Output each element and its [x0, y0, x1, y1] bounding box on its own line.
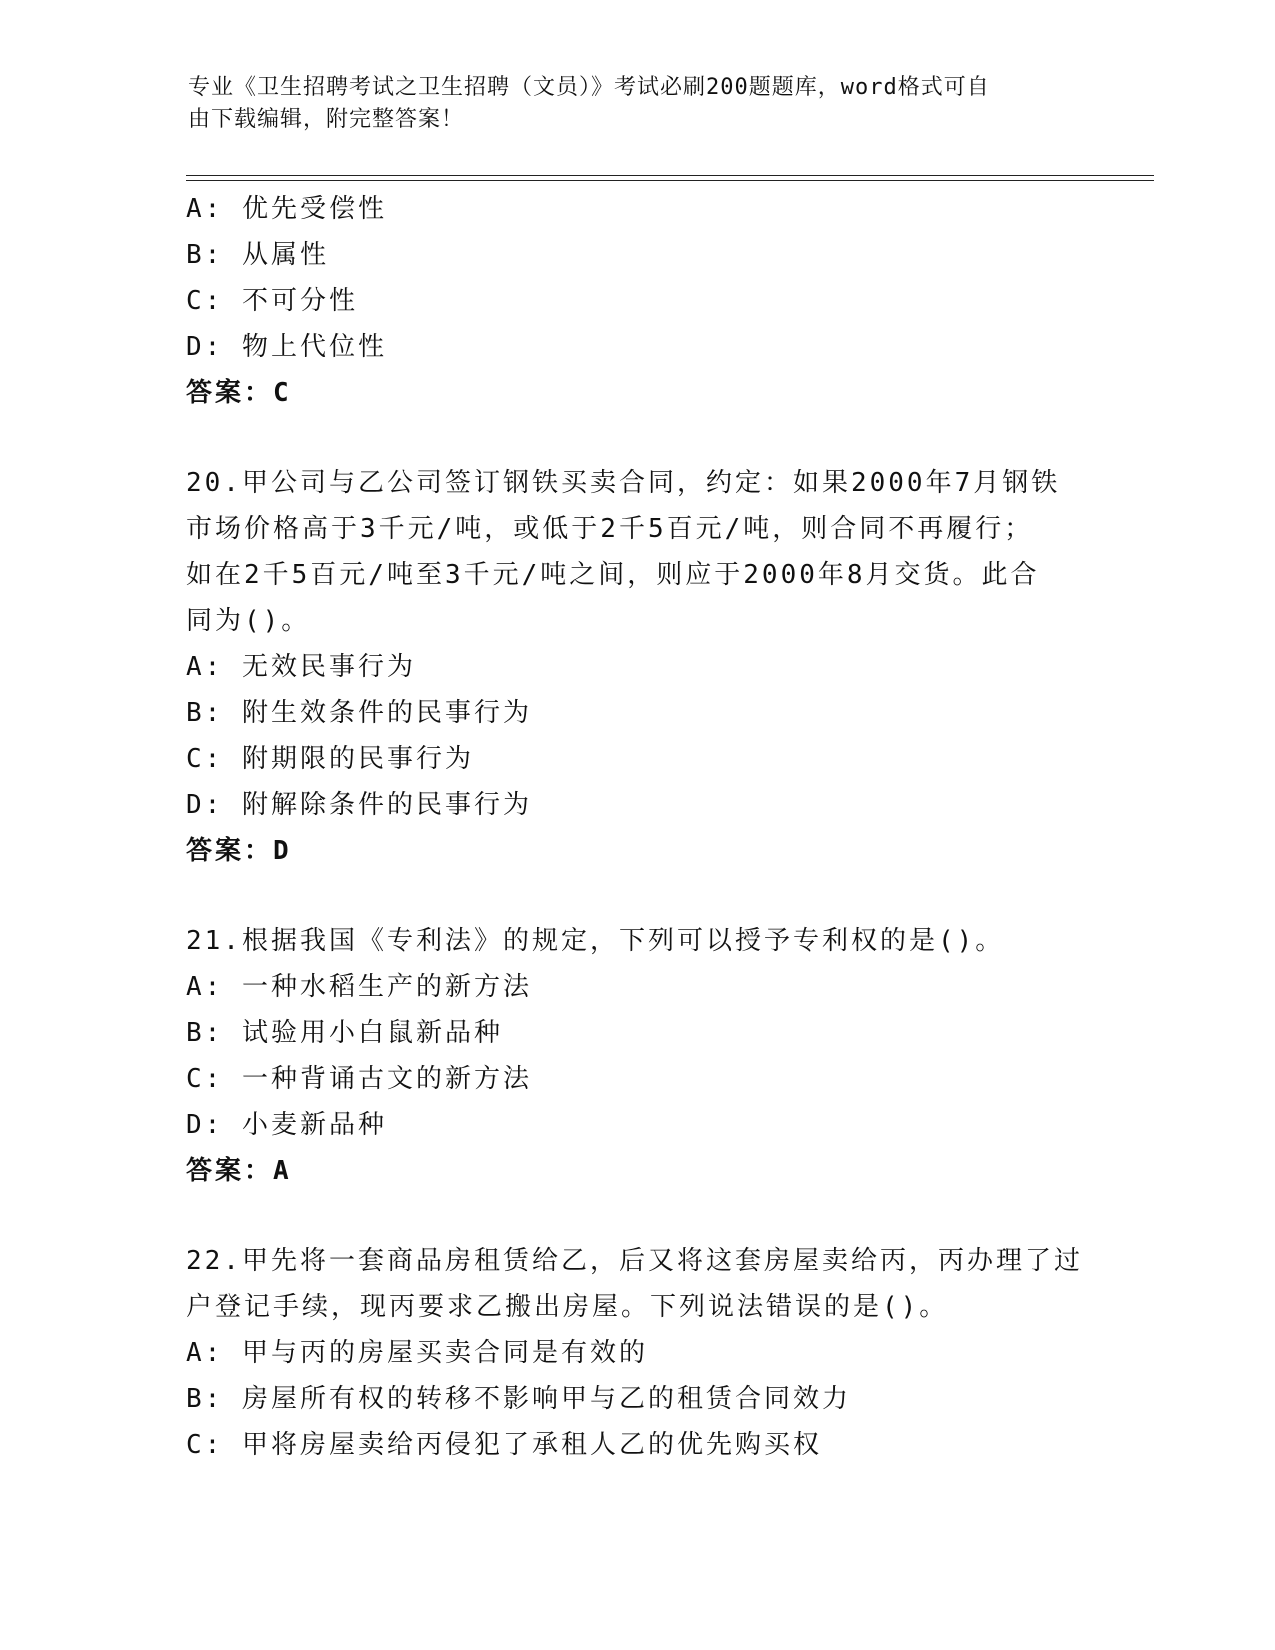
option-b: B: 房屋所有权的转移不影响甲与乙的租赁合同效力	[186, 1384, 851, 1414]
question-text-line: 如在2千5百元/吨至3千元/吨之间，则应于2000年8月交货。此合	[186, 560, 1040, 590]
header-divider-bottom	[186, 180, 1154, 181]
option-b: B: 试验用小白鼠新品种	[186, 1018, 503, 1048]
option-a: A: 甲与丙的房屋买卖合同是有效的	[186, 1338, 648, 1368]
spacer	[186, 874, 1086, 918]
question-text-line: 户登记手续，现丙要求乙搬出房屋。下列说法错误的是()。	[186, 1292, 949, 1322]
header-divider-top	[186, 175, 1154, 176]
question-text-line: 市场价格高于3千元/吨，或低于2千5百元/吨，则合同不再履行；	[186, 514, 1034, 544]
question-text-line: 同为()。	[186, 606, 311, 636]
question-text-line: 20.甲公司与乙公司签订钢铁买卖合同，约定：如果2000年7月钢铁	[186, 468, 1061, 498]
document-header	[188, 72, 1088, 136]
option-d: D: 小麦新品种	[186, 1110, 387, 1140]
option-c: C: 不可分性	[186, 286, 358, 316]
option-c: C: 附期限的民事行为	[186, 744, 474, 774]
question-text-line: 21.根据我国《专利法》的规定，下列可以授予专利权的是()。	[186, 926, 1005, 956]
answer-line: 答案：A	[186, 1156, 292, 1186]
question-21-block	[186, 918, 1086, 1194]
spacer	[186, 1194, 1086, 1238]
answer-line: 答案：C	[186, 378, 292, 408]
question-19-block	[186, 186, 1086, 416]
spacer	[186, 416, 1086, 460]
option-a: A: 优先受偿性	[186, 194, 387, 224]
option-a: A: 无效民事行为	[186, 652, 416, 682]
question-22-block	[186, 1238, 1086, 1468]
option-b: B: 附生效条件的民事行为	[186, 698, 532, 728]
header-line-2: 由下载编辑，附完整答案！	[188, 107, 465, 132]
document-body	[186, 186, 1086, 1468]
question-text-line: 22.甲先将一套商品房租赁给乙，后又将这套房屋卖给丙，丙办理了过	[186, 1246, 1083, 1276]
option-b: B: 从属性	[186, 240, 329, 270]
header-line-1: 专业《卫生招聘考试之卫生招聘（文员）》考试必刷200题题库，word格式可自	[188, 75, 990, 100]
option-c: C: 甲将房屋卖给丙侵犯了承租人乙的优先购买权	[186, 1430, 822, 1460]
option-d: D: 附解除条件的民事行为	[186, 790, 532, 820]
answer-line: 答案：D	[186, 836, 292, 866]
option-c: C: 一种背诵古文的新方法	[186, 1064, 532, 1094]
option-d: D: 物上代位性	[186, 332, 387, 362]
option-a: A: 一种水稻生产的新方法	[186, 972, 532, 1002]
question-20-block	[186, 460, 1086, 874]
